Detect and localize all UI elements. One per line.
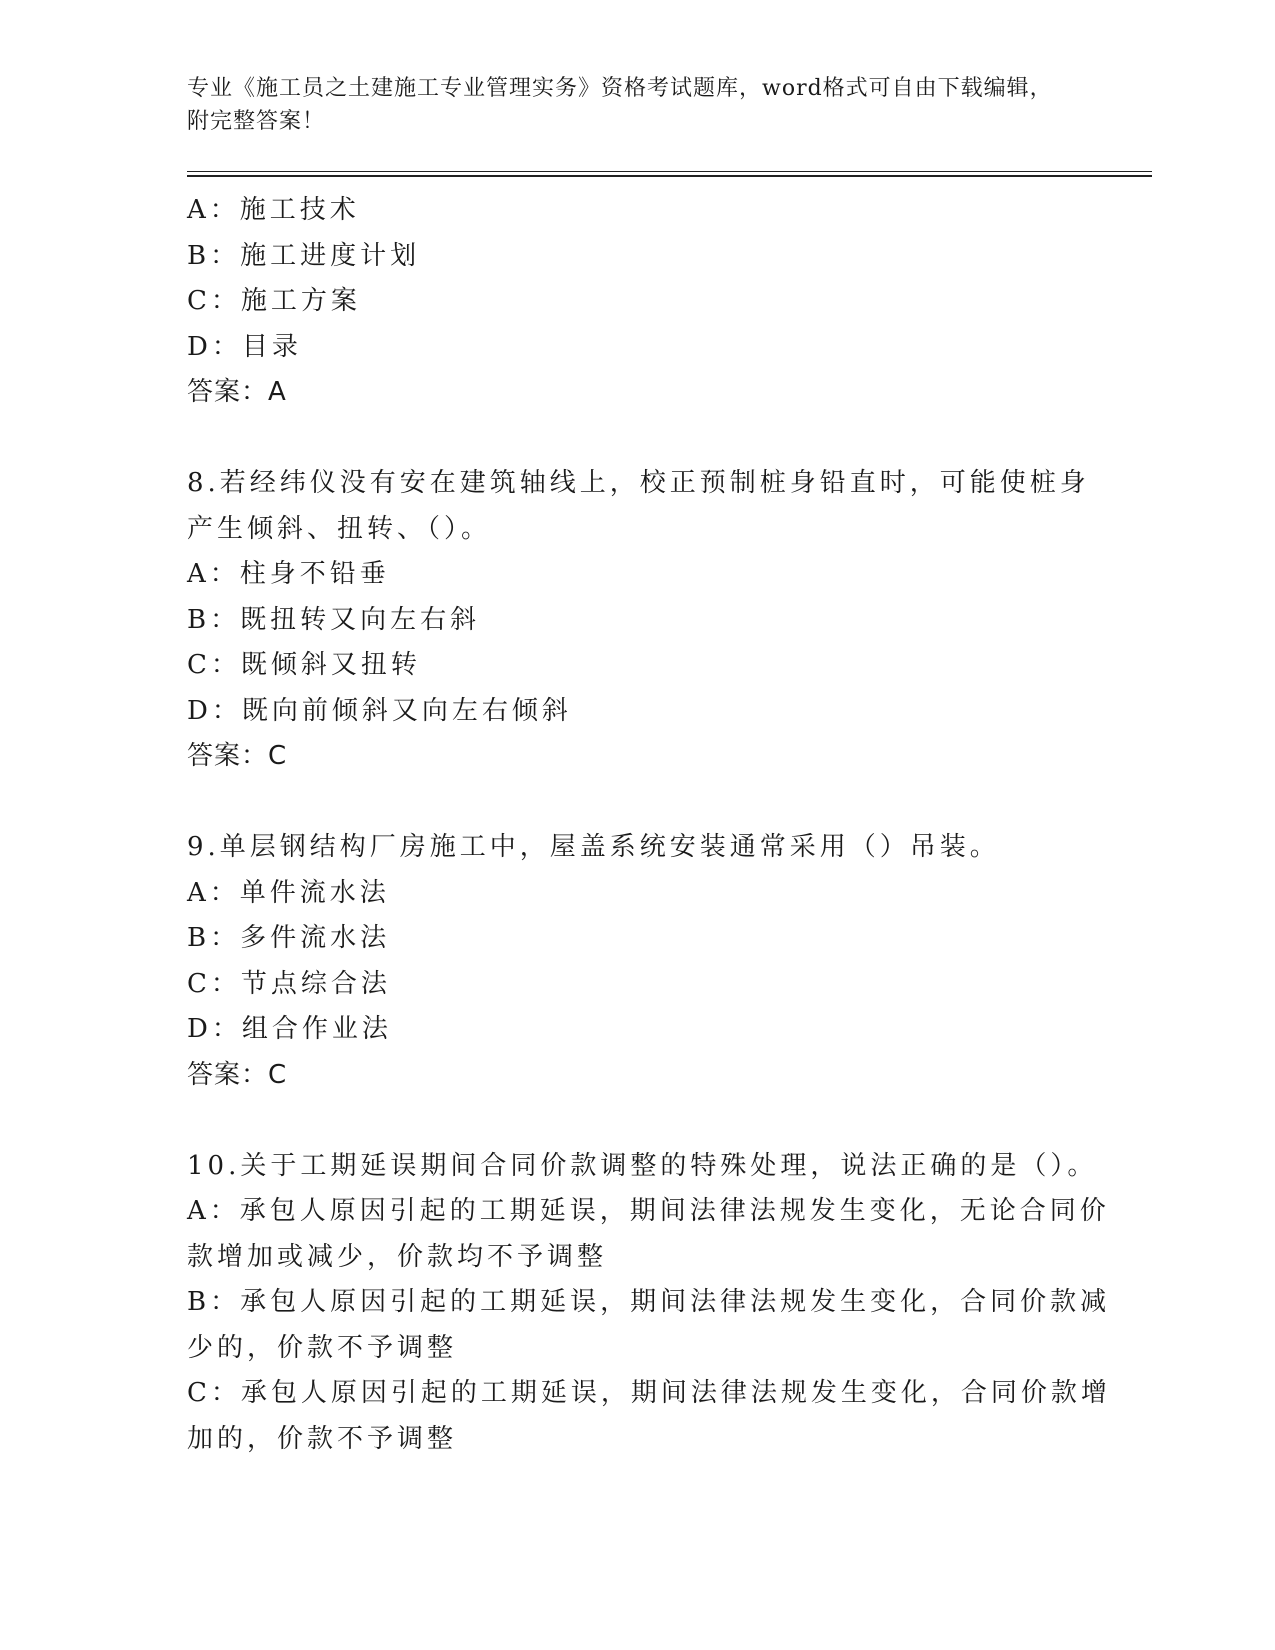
- question-8-option-d: D：既向前倾斜又向左右倾斜: [187, 695, 572, 726]
- question-10-option-b-line2: 少的，价款不予调整: [187, 1332, 458, 1363]
- option-a: A：施工技术: [187, 195, 360, 225]
- question-10-stem: 10.关于工期延误期间合同价款调整的特殊处理，说法正确的是（）。: [187, 1150, 1098, 1181]
- spacer: [187, 1098, 1087, 1144]
- question-10-option-c-line2: 加的，价款不予调整: [187, 1423, 458, 1454]
- question-8-stem-line2: 产生倾斜、扭转、（）。: [187, 513, 492, 544]
- question-9-option-a: A：单件流水法: [187, 877, 390, 908]
- spacer: [187, 416, 1087, 462]
- question-9-option-b: B：多件流水法: [187, 923, 391, 953]
- question-9-answer: 答案：C: [187, 1059, 288, 1090]
- header-divider-thin: [187, 171, 1152, 172]
- option-d: D：目录: [187, 331, 302, 362]
- question-9-option-d: D：组合作业法: [187, 1014, 392, 1044]
- question-8-answer: 答案：C: [187, 741, 288, 771]
- question-8-option-c: C：既倾斜又扭转: [187, 650, 421, 680]
- spacer: [187, 780, 1087, 826]
- option-c: C：施工方案: [187, 286, 361, 316]
- question-10-option-a-line2: 款增加或减少，价款均不予调整: [187, 1241, 608, 1272]
- question-10-option-b-line1: B：承包人原因引起的工期延误，期间法律法规发生变化，合同价款减: [187, 1287, 1111, 1317]
- question-content: [187, 188, 1111, 1462]
- question-9-stem: 9.单层钢结构厂房施工中，屋盖系统安装通常采用（）吊装。: [187, 832, 1000, 862]
- question-10-option-c-line1: C：承包人原因引起的工期延误，期间法律法规发生变化，合同价款增: [187, 1378, 1111, 1408]
- option-b: B：施工进度计划: [187, 240, 421, 271]
- question-8-stem-line1: 8.若经纬仪没有安在建筑轴线上，校正预制桩身铅直时，可能使桩身: [187, 468, 1090, 498]
- question-8-option-a: A：柱身不铅垂: [187, 559, 390, 589]
- question-10-option-a-line1: A：承包人原因引起的工期延误，期间法律法规发生变化，无论合同价: [187, 1196, 1110, 1226]
- question-8-option-b: B：既扭转又向左右斜: [187, 604, 481, 635]
- question-9-option-c: C：节点综合法: [187, 968, 391, 999]
- answer-line: 答案：A: [187, 377, 287, 407]
- header-divider-thick: [187, 175, 1152, 177]
- document-header: 专业《施工员之土建施工专业管理实务》资格考试题库，word格式可自由下载编辑，附完整答案！: [187, 76, 1053, 134]
